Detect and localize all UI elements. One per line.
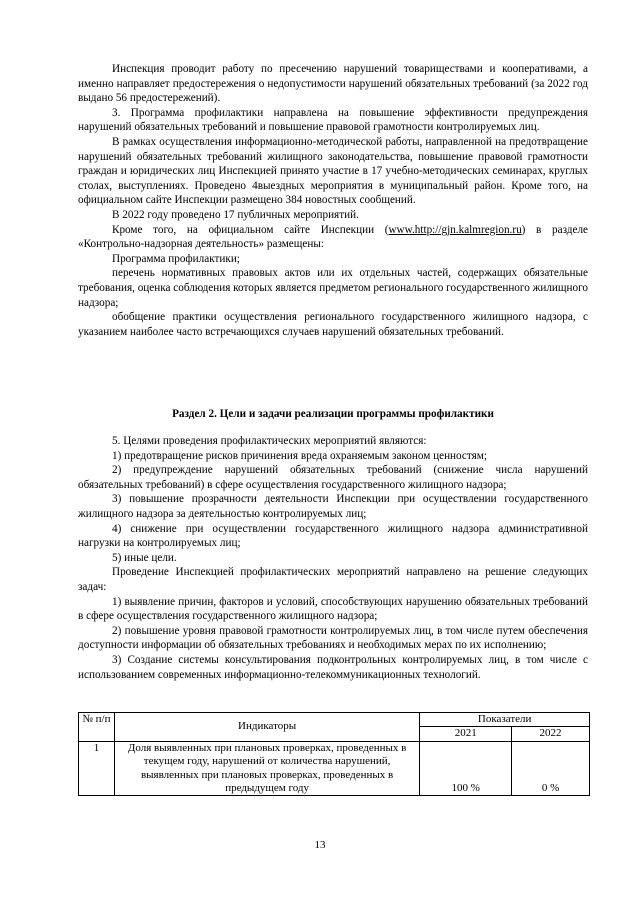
task-item: 2) повышение уровня правовой грамотности контролируемых лиц, в том числе путем обеспечения доступности информации об обязательных требованиях и необходимых мерах по их исполнению;	[78, 624, 588, 652]
page-number: 13	[314, 839, 326, 851]
goal-item: 1) предотвращение рисков причинения вреда охраняемым законом ценностям;	[112, 449, 487, 462]
task-item: 1) выявление причин, факторов и условий, способствующих нарушению обязательных требований в сфере осуществления государственного жилищного надзора;	[78, 595, 588, 623]
row-value-2022: 0 %	[512, 741, 590, 796]
paragraph-website	[78, 223, 588, 252]
website-link[interactable]: www.http://gjn.kalmregion.ru	[388, 223, 522, 236]
paragraph-program-aim: 3. Программа профилактики направлена на повышение эффективности предупреждения нарушений обязательных требований и повышение правовой грамотности контролируемых лиц.	[78, 106, 588, 134]
header-year-2021: 2021	[420, 727, 512, 741]
paragraph-inspection-work: Инспекция проводит работу по пресечению нарушений товариществами и кооперативами, а именно направляет предостережения о недопустимости нарушений обязательных требований (за 2022 год выдано 56 предостережений).	[78, 63, 588, 105]
header-indicators: Индикаторы	[114, 713, 419, 742]
goal-item: 4) снижение при осуществлении государственного жилищного надзора административной нагрузки на контролируемых лиц;	[78, 522, 588, 550]
paragraph-acts-list: перечень нормативных правовых актов или их отдельных частей, содержащих обязательные требования, оценка соблюдения которых является предметом регионального государственного жилищного надзора;	[78, 267, 588, 309]
row-value-2021: 100 %	[420, 741, 512, 796]
tasks-intro: Проведение Инспекцией профилактических мероприятий направлено на решение следующих задач:	[78, 566, 588, 593]
row-indicator: Доля выявленных при плановых проверках, проведенных в текущем году, нарушений от количества нарушений, выявленных при плановых проверках, проведенных в предыдущем году	[114, 741, 419, 796]
website-text-after: ) в разделе «Контрольно-надзорная деятельность» размещены:	[78, 223, 588, 251]
goals-and-tasks	[78, 434, 588, 682]
header-year-2022: 2022	[512, 727, 590, 741]
paragraph-program-item: Программа профилактики;	[112, 252, 240, 265]
paragraph-public-events: В 2022 году проведено 17 публичных мероприятий.	[112, 208, 359, 221]
row-num: 1	[79, 741, 115, 796]
table-header-row	[79, 713, 590, 727]
paragraph-methodical-work: В рамках осуществления информационно-методической работы, направленной на предотвращение нарушений обязательных требований жилищного законодательства, повышение правовой грамотности граждан и юридических лиц Инспекцией принято участие в 17 учебно-методических семинарах, круглых столах, выступлениях. Проведено 4выездных мероприятия в муниципальный район. Кроме того, на официальном сайте Инспекции размещено 384 новостных сообщений.	[78, 135, 588, 207]
header-num: № п/п	[79, 713, 115, 742]
goals-intro: 5. Целями проведения профилактических мероприятий являются:	[112, 435, 427, 447]
goal-item: 5) иные цели.	[112, 551, 177, 564]
header-values: Показатели	[420, 713, 590, 727]
task-item: 3) Создание системы консультирования подконтрольных контролируемых лиц, в том числе с использованием современных информационно-телекоммуникационных технологий.	[78, 653, 588, 681]
goal-item: 3) повышение прозрачности деятельности Инспекции при осуществлении государственного жилищного надзора за деятельностью контролируемых лиц;	[78, 493, 588, 520]
indicators-table	[78, 712, 590, 796]
section-heading: Раздел 2. Цели и задачи реализации программы профилактики	[172, 408, 494, 420]
goal-item: 2) предупреждение нарушений обязательных требований (снижение числа нарушений обязательных требований) в сфере осуществления государственного жилищного надзора;	[78, 464, 588, 491]
section-2	[78, 407, 588, 422]
table-row	[79, 741, 590, 796]
website-text-before: Кроме того, на официальном сайте Инспекции (	[112, 223, 389, 236]
paragraph-practice-summary: обобщение практики осуществления регионального государственного жилищного надзора, с указанием наиболее часто встречающихся случаев нарушений обязательных требований.	[78, 311, 588, 338]
body-text-upper	[78, 62, 588, 339]
